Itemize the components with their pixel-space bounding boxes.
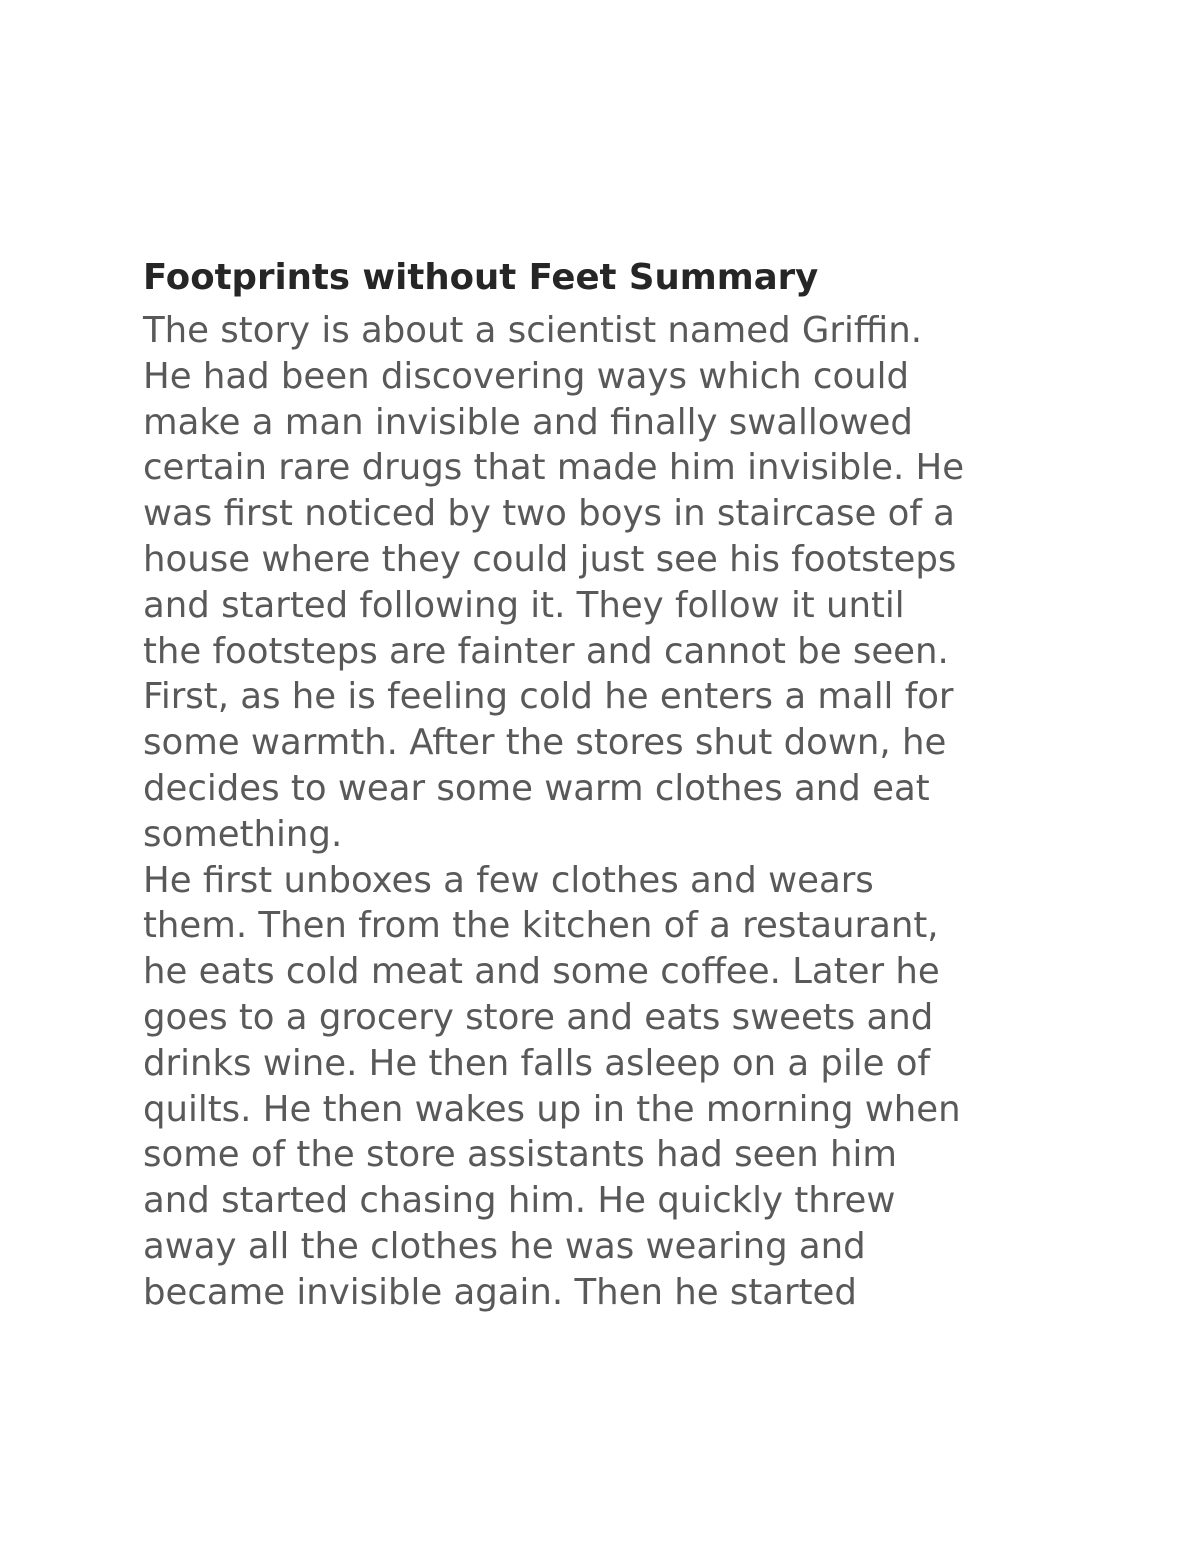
text-line: was first noticed by two boys in staircase of a xyxy=(143,493,955,535)
text-line: something. xyxy=(143,813,343,855)
text-line: and started chasing him. He quickly threw xyxy=(143,1180,896,1222)
text-line: and started following it. They follow it until xyxy=(143,584,905,626)
text-line: decides to wear some warm clothes and eat xyxy=(143,767,930,809)
text-line: he eats cold meat and some coffee. Later he xyxy=(143,951,940,993)
document-title: Footprints without Feet Summary xyxy=(143,257,819,298)
text-line: some of the store assistants had seen him xyxy=(143,1134,897,1176)
text-line: First, as he is feeling cold he enters a mall for xyxy=(143,676,954,718)
text-line: the footsteps are fainter and cannot be seen. xyxy=(143,630,949,672)
text-line: make a man invisible and finally swallowed xyxy=(143,401,913,443)
text-line: became invisible again. Then he started xyxy=(143,1271,857,1313)
document-body xyxy=(143,252,1073,1316)
text-line: drinks wine. He then falls asleep on a pile of xyxy=(143,1042,931,1084)
text-line: goes to a grocery store and eats sweets and xyxy=(143,996,934,1038)
text-line: them. Then from the kitchen of a restaurant, xyxy=(143,905,939,947)
summary-text xyxy=(143,308,1073,1316)
text-line: house where they could just see his footsteps xyxy=(143,538,957,580)
text-line: quilts. He then wakes up in the morning when xyxy=(143,1088,961,1130)
text-line: The story is about a scientist named Griffin. xyxy=(143,310,922,351)
text-line: some warmth. After the stores shut down, he xyxy=(143,722,947,764)
text-line: certain rare drugs that made him invisible. He xyxy=(143,447,965,489)
text-line: He had been discovering ways which could xyxy=(143,355,910,397)
text-line: away all the clothes he was wearing and xyxy=(143,1225,866,1267)
text-line: He first unboxes a few clothes and wears xyxy=(143,859,874,901)
